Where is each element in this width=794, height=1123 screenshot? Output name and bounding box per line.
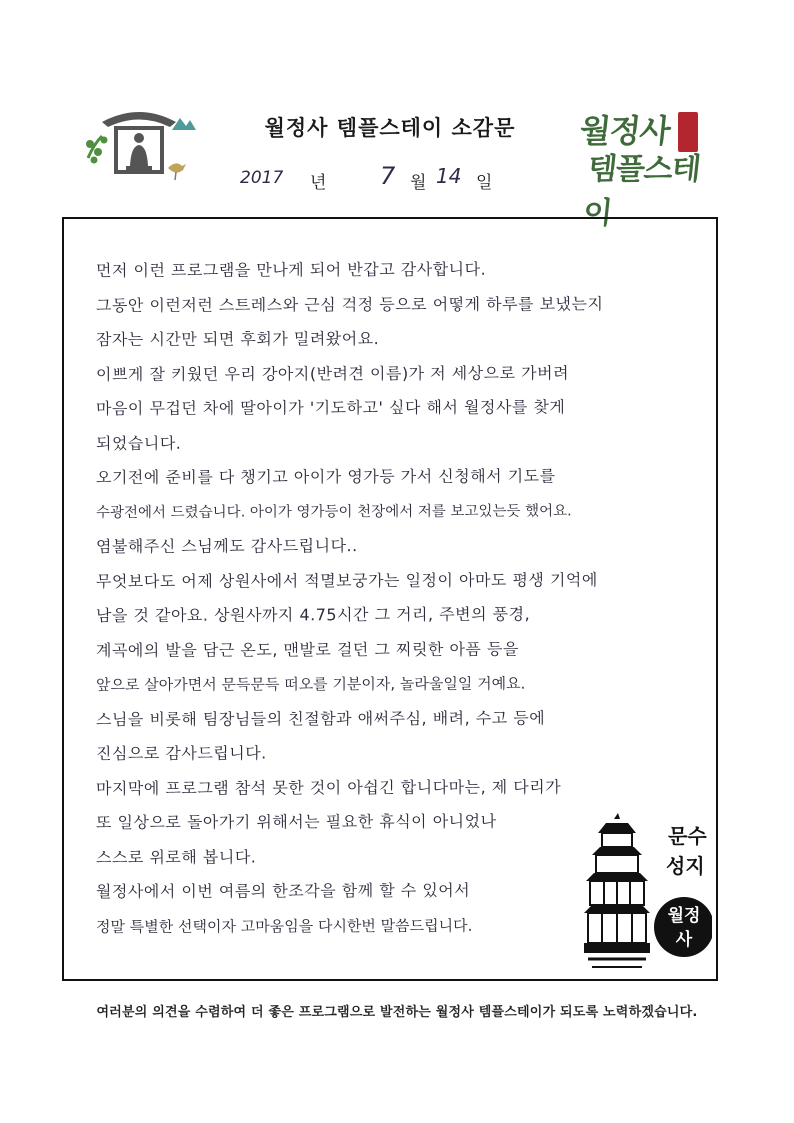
date-day-value: 14 <box>436 164 462 188</box>
templestay-logo <box>577 106 720 231</box>
date-month-label: 월 <box>410 173 427 193</box>
letter-line: 잠자는 시간만 되면 후회가 밀려왔어요. <box>95 329 380 350</box>
pagoda-icon <box>584 813 650 967</box>
letter-line: 수광전에서 드렸습니다. 아이가 영가등이 천장에서 저를 보고있는듯 했어요. <box>95 502 572 521</box>
letter-line: 계곡에의 발을 담근 온도, 맨발로 걸던 그 찌릿한 아픔 등을 <box>95 639 519 660</box>
letter-line: 또 일상으로 돌아가기 위해서는 필요한 휴식이 아니었나 <box>95 811 497 833</box>
footer-note: 여러분의 의견을 수렴하여 더 좋은 프로그램으로 발전하는 월정사 템플스테이가 되도록 노력하겠습니다. <box>96 1005 698 1020</box>
letter-line: 마지막에 프로그램 참석 못한 것이 아쉽긴 합니다마는, 제 다리가 <box>95 776 562 798</box>
date-month-value: 7 <box>380 162 396 190</box>
form-title: 월정사 템플스테이 소감문 <box>264 115 516 140</box>
letter-line: 스님을 비롯해 팀장님들의 친절함과 애써주심, 배려, 수고 등에 <box>95 707 546 729</box>
templestay-logo-line2: 템플스테이 <box>581 152 702 231</box>
stamp-line1: 문수 <box>668 824 707 848</box>
pagoda-stamp <box>584 809 712 979</box>
red-seal-icon <box>678 112 698 152</box>
letter-line: 이쁘게 잘 키웠던 우리 강아지(반려견 이름)가 저 세상으로 가버려 <box>95 362 570 384</box>
letter-line: 월정사에서 이번 여름의 한조각을 함께 할 수 있어서 <box>95 880 471 902</box>
letter-line: 진심으로 감사드립니다. <box>95 743 267 764</box>
temple-logo-icon <box>82 100 197 190</box>
letter-line: 마음이 무겁던 차에 딸아이가 '기도하고' 싶다 해서 월정사를 찾게 <box>95 397 566 419</box>
stamp-line3: 월정 <box>667 906 701 926</box>
letter-line: 정말 특별한 선택이자 고마움임을 다시한번 말씀드립니다. <box>95 916 473 936</box>
date-year-value: 2017 <box>240 168 284 188</box>
date-row <box>240 162 550 198</box>
letter-line: 오기전에 준비를 다 챙기고 아이가 영가등 가서 신청해서 기도를 <box>95 466 556 488</box>
stamp-line4: 사 <box>675 930 693 950</box>
letter-frame <box>62 217 718 981</box>
letter-line: 무엇보다도 어제 상원사에서 적멸보궁가는 일정이 아마도 평생 기억에 <box>95 569 598 591</box>
letter-line: 스스로 위로해 봅니다. <box>95 846 257 867</box>
stamp-line2: 성지 <box>666 854 705 878</box>
date-day-label: 일 <box>476 173 493 193</box>
letter-line: 그동안 이런저런 스트레스와 근심 걱정 등으로 어떻게 하루를 보냈는지 <box>95 293 604 315</box>
templestay-logo-line1: 월정사 <box>577 112 672 150</box>
letter-line: 남을 것 같아요. 상원사까지 4.75시간 그 거리, 주변의 풍경, <box>95 604 531 626</box>
letter-line: 되었습니다. <box>95 433 182 453</box>
form-header <box>0 0 794 231</box>
letter-line: 염불해주신 스님께도 감사드립니다.. <box>95 536 358 557</box>
letter-line: 먼저 이런 프로그램을 만나게 되어 반갑고 감사합니다. <box>95 259 487 281</box>
letter-line: 앞으로 살아가면서 문득문득 떠오를 기분이자, 놀라울일일 거예요. <box>95 674 526 695</box>
date-year-label: 년 <box>310 173 327 193</box>
